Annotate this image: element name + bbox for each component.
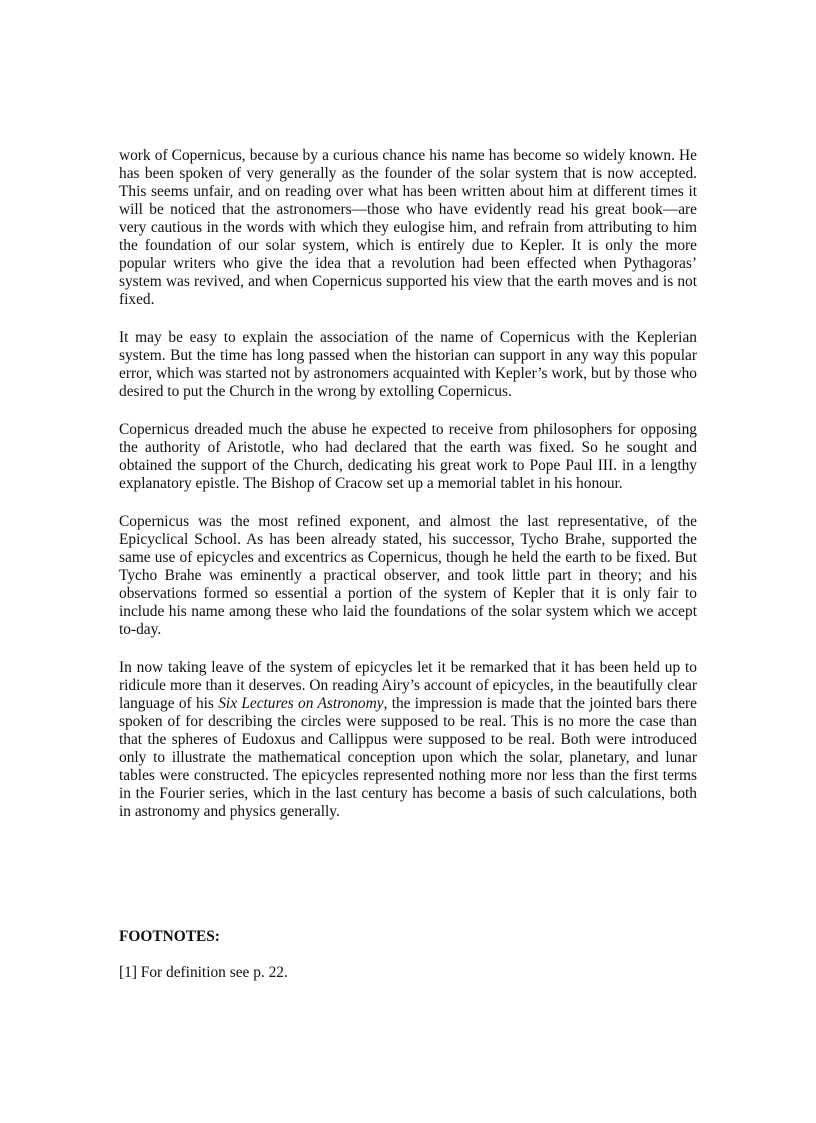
paragraph-text-after: , the impression is made that the jointed bars there spoken of for describing the circles were supposed to be real. This is no more the case than that the spheres of Eudoxus and Callippus were supposed to be real. Both were introduced only to illustrate the mathematical conception upon which the solar, planetary, and lunar tables were constructed. The epicycles represented nothing more nor less than the first terms in the Fourier series, which in the last century has become a basis of such calculations, both in astronomy and physics generally.	[119, 695, 697, 820]
paragraph-copernicus-fame: work of Copernicus, because by a curious chance his name has become so widely known. He has been spoken of very generally as the founder of the solar system that is now accepted. This seems unfair, and on reading over what has been written about him at different times it will be noticed that the astronomers—those who have evidently read his great book—are very cautious in the words with which they eulogise him, and refrain from attributing to him the foundation of our solar system, which is entirely due to Kepler. It is only the more popular writers who give the idea that a revolution had been effected when Pythagoras’ system was revived, and when Copernicus supported his view that the earth moves and is not fixed.	[119, 147, 697, 308]
footnote-item: [1] For definition see p. 22.	[119, 964, 288, 981]
paragraph-keplerian-system: It may be easy to explain the association of the name of Copernicus with the Keplerian system. But the time has long passed when the historian can support in any way this popular error, which was started not by astronomers acquainted with Kepler’s work, but by those who desired to put the Church in the wrong by extolling Copernicus.	[119, 329, 697, 400]
paragraph-epicycles-ridicule	[119, 659, 697, 821]
document-body	[119, 147, 697, 821]
paragraph-church-support: Copernicus dreaded much the abuse he expected to receive from philosophers for opposing the authority of Aristotle, who had declared that the earth was fixed. So he sought and obtained the support of the Church, dedicating his great work to Pope Paul III. in a lengthy explanatory epistle. The Bishop of Cracow set up a memorial tablet in his honour.	[119, 421, 697, 492]
footnotes-heading: FOOTNOTES:	[119, 928, 220, 945]
paragraph-epicyclical-school: Copernicus was the most refined exponent, and almost the last representative, of the Epicyclical School. As has been already stated, his successor, Tycho Brahe, supported the same use of epicycles and excentrics as Copernicus, though he held the earth to be fixed. But Tycho Brahe was eminently a practical observer, and took little part in theory; and his observations formed so essential a portion of the system of Kepler that it is only fair to include his name among these who laid the foundations of the solar system which we accept to-day.	[119, 513, 697, 638]
paragraph-text-before: In now taking leave of the system of epicycles let it be remarked that it has been held up to ridicule more than it deserves. On reading Airy’s account of epicycles, in the beautifully clear language of his	[119, 659, 697, 712]
book-title-italic: Six Lectures on Astronomy	[218, 695, 384, 712]
